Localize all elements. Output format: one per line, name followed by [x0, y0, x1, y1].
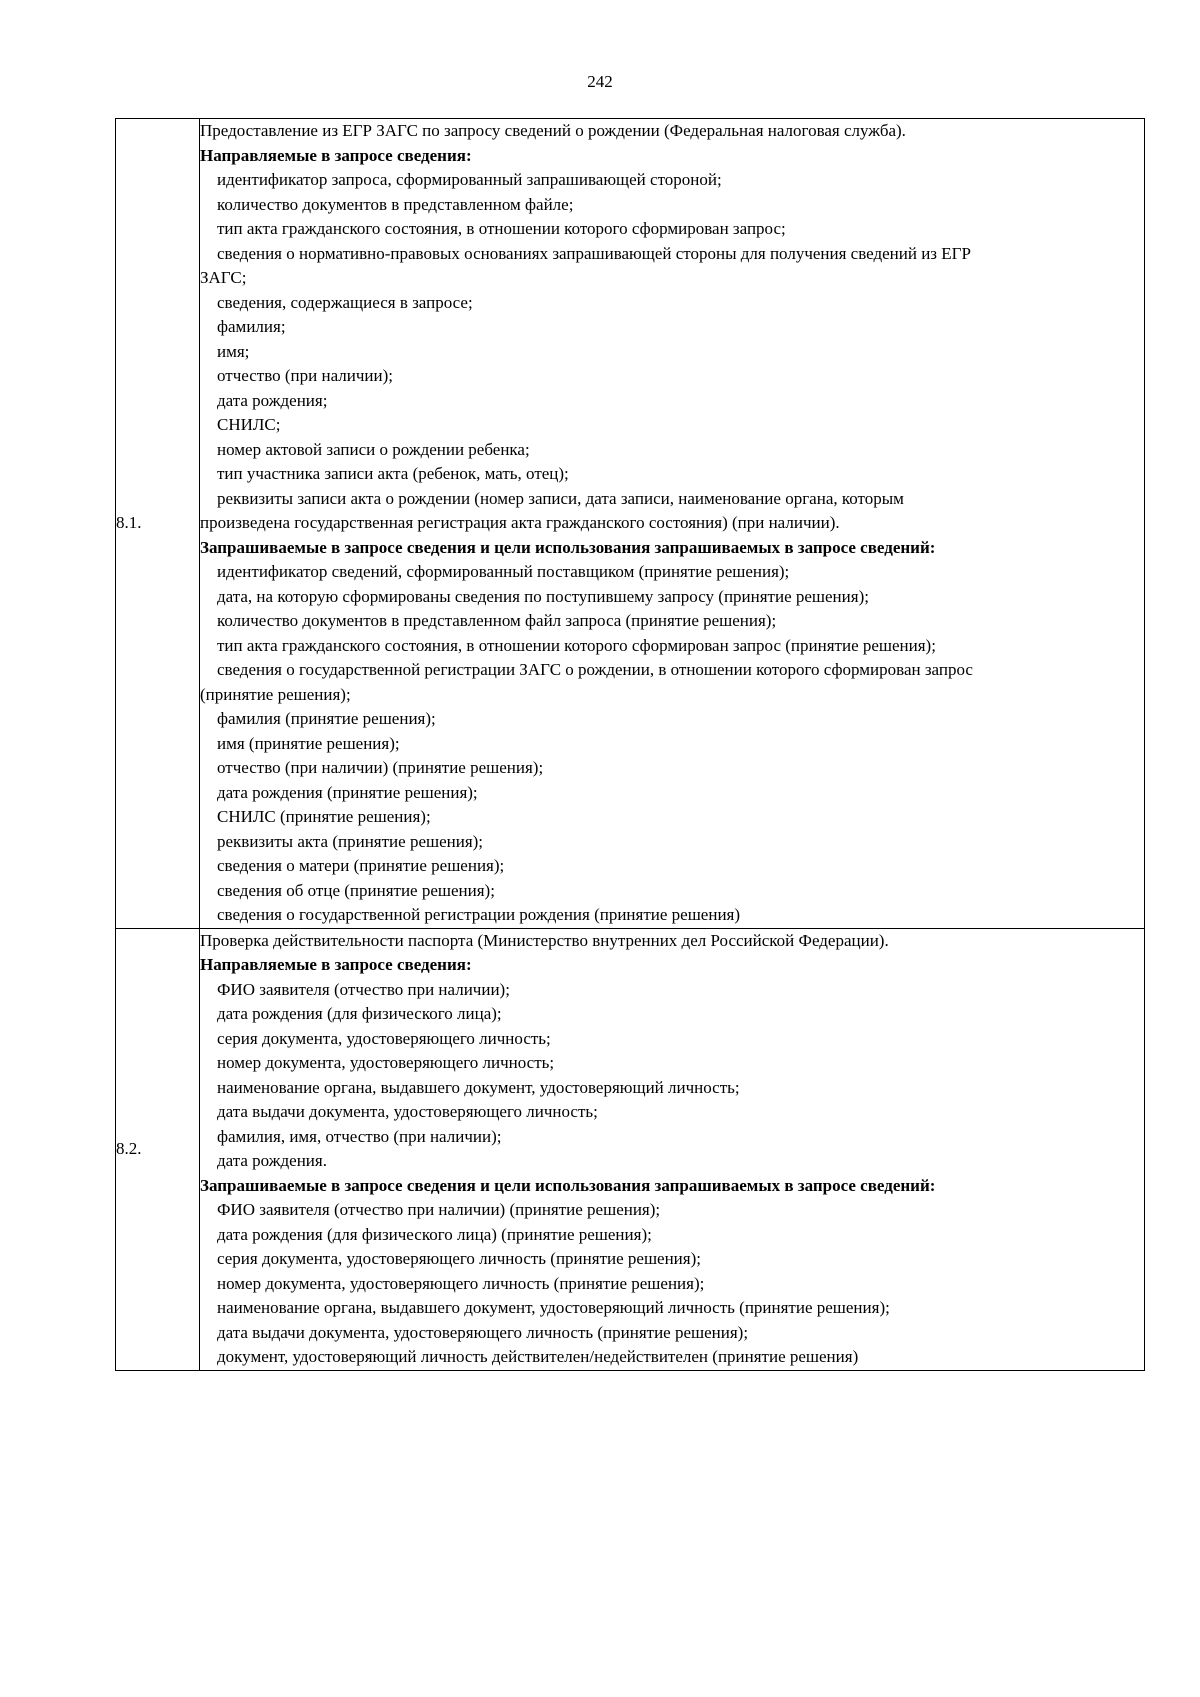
section-heading: Запрашиваемые в запросе сведения и цели использования запрашиваемых в запросе сведений:	[200, 537, 936, 557]
section-heading: Запрашиваемые в запросе сведения и цели использования запрашиваемых в запросе сведений:	[200, 1175, 936, 1195]
list-item: идентификатор запроса, сформированный запрашивающей стороной;	[217, 170, 722, 189]
row-content	[200, 119, 1145, 929]
list-item: количество документов в представленном файл запроса (принятие решения);	[217, 611, 777, 630]
list-item: ФИО заявителя (отчество при наличии);	[217, 979, 510, 999]
list-item: реквизиты акта (принятие решения);	[217, 831, 484, 851]
list-item: отчество (при наличии);	[217, 366, 393, 385]
list-item-continuation: произведена государственная регистрация акта гражданского состояния) (при наличии).	[200, 513, 840, 532]
list-item: дата рождения (для физического лица);	[217, 1004, 502, 1023]
list-item: дата рождения (принятие решения);	[217, 782, 478, 802]
list-item: фамилия (принятие решения);	[217, 709, 436, 728]
list-item: имя;	[217, 341, 250, 361]
list-item: тип акта гражданского состояния, в отношении которого сформирован запрос;	[217, 219, 786, 238]
list-item: дата выдачи документа, удостоверяющего личность;	[217, 1102, 598, 1121]
table-row	[116, 119, 1145, 929]
document-table-body	[116, 119, 1145, 1371]
list-item: серия документа, удостоверяющего личность (принятие решения);	[217, 1249, 701, 1268]
list-item: реквизиты записи акта о рождении (номер записи, дата записи, наименование органа, которым	[217, 488, 904, 508]
list-item: СНИЛС (принятие решения);	[217, 807, 431, 826]
list-item: сведения о нормативно-правовых основаниях запрашивающей стороны для получения сведений из ЕГР	[217, 243, 971, 263]
list-item: сведения, содержащиеся в запросе;	[217, 292, 473, 312]
list-item: имя (принятие решения);	[217, 733, 400, 753]
list-item: номер актовой записи о рождении ребенка;	[217, 439, 530, 459]
table-row	[116, 928, 1145, 1370]
list-item: ФИО заявителя (отчество при наличии) (принятие решения);	[217, 1200, 661, 1219]
list-item: дата рождения;	[217, 390, 328, 410]
list-item-continuation: (принятие решения);	[200, 684, 351, 704]
list-item: СНИЛС;	[217, 415, 281, 434]
list-item: дата рождения.	[217, 1151, 327, 1170]
document-table	[115, 118, 1145, 1371]
list-item: документ, удостоверяющий личность действителен/недействителен (принятие решения)	[217, 1347, 859, 1366]
list-item: фамилия, имя, отчество (при наличии);	[217, 1126, 502, 1146]
list-item: серия документа, удостоверяющего личность;	[217, 1028, 551, 1048]
list-item: сведения о государственной регистрации рождения (принятие решения)	[217, 905, 741, 924]
section-heading: Направляемые в запросе сведения:	[200, 955, 472, 974]
row-number: 8.1.	[116, 119, 200, 929]
section-heading: Направляемые в запросе сведения:	[200, 145, 472, 165]
row-content	[200, 928, 1145, 1370]
list-item: сведения о матери (принятие решения);	[217, 856, 505, 875]
list-item: дата рождения (для физического лица) (принятие решения);	[217, 1224, 652, 1244]
list-item: тип участника записи акта (ребенок, мать, отец);	[217, 464, 569, 483]
list-item: дата выдачи документа, удостоверяющего личность (принятие решения);	[217, 1322, 749, 1342]
list-item: отчество (при наличии) (принятие решения);	[217, 758, 544, 777]
row-title: Предоставление из ЕГР ЗАГС по запросу сведений о рождении (Федеральная налоговая служба).	[200, 121, 906, 140]
list-item: наименование органа, выдавшего документ, удостоверяющий личность;	[217, 1077, 740, 1097]
list-item: сведения о государственной регистрации ЗАГС о рождении, в отношении которого сформирован запрос	[217, 660, 973, 679]
list-item: тип акта гражданского состояния, в отношении которого сформирован запрос (принятие решения);	[217, 635, 936, 655]
list-item: количество документов в представленном файле;	[217, 194, 574, 214]
row-title: Проверка действительности паспорта (Министерство внутренних дел Российской Федерации).	[200, 930, 889, 950]
list-item: дата, на которую сформированы сведения по поступившему запросу (принятие решения);	[217, 586, 869, 606]
row-number: 8.2.	[116, 928, 200, 1370]
list-item: наименование органа, выдавшего документ, удостоверяющий личность (принятие решения);	[217, 1298, 890, 1317]
list-item: номер документа, удостоверяющего личность (принятие решения);	[217, 1273, 705, 1293]
list-item: сведения об отце (принятие решения);	[217, 880, 495, 900]
list-item: идентификатор сведений, сформированный поставщиком (принятие решения);	[217, 562, 790, 581]
list-item-continuation: ЗАГС;	[200, 268, 247, 287]
list-item: номер документа, удостоверяющего личность;	[217, 1053, 555, 1072]
page-number: 242	[587, 72, 613, 91]
list-item: фамилия;	[217, 317, 286, 336]
